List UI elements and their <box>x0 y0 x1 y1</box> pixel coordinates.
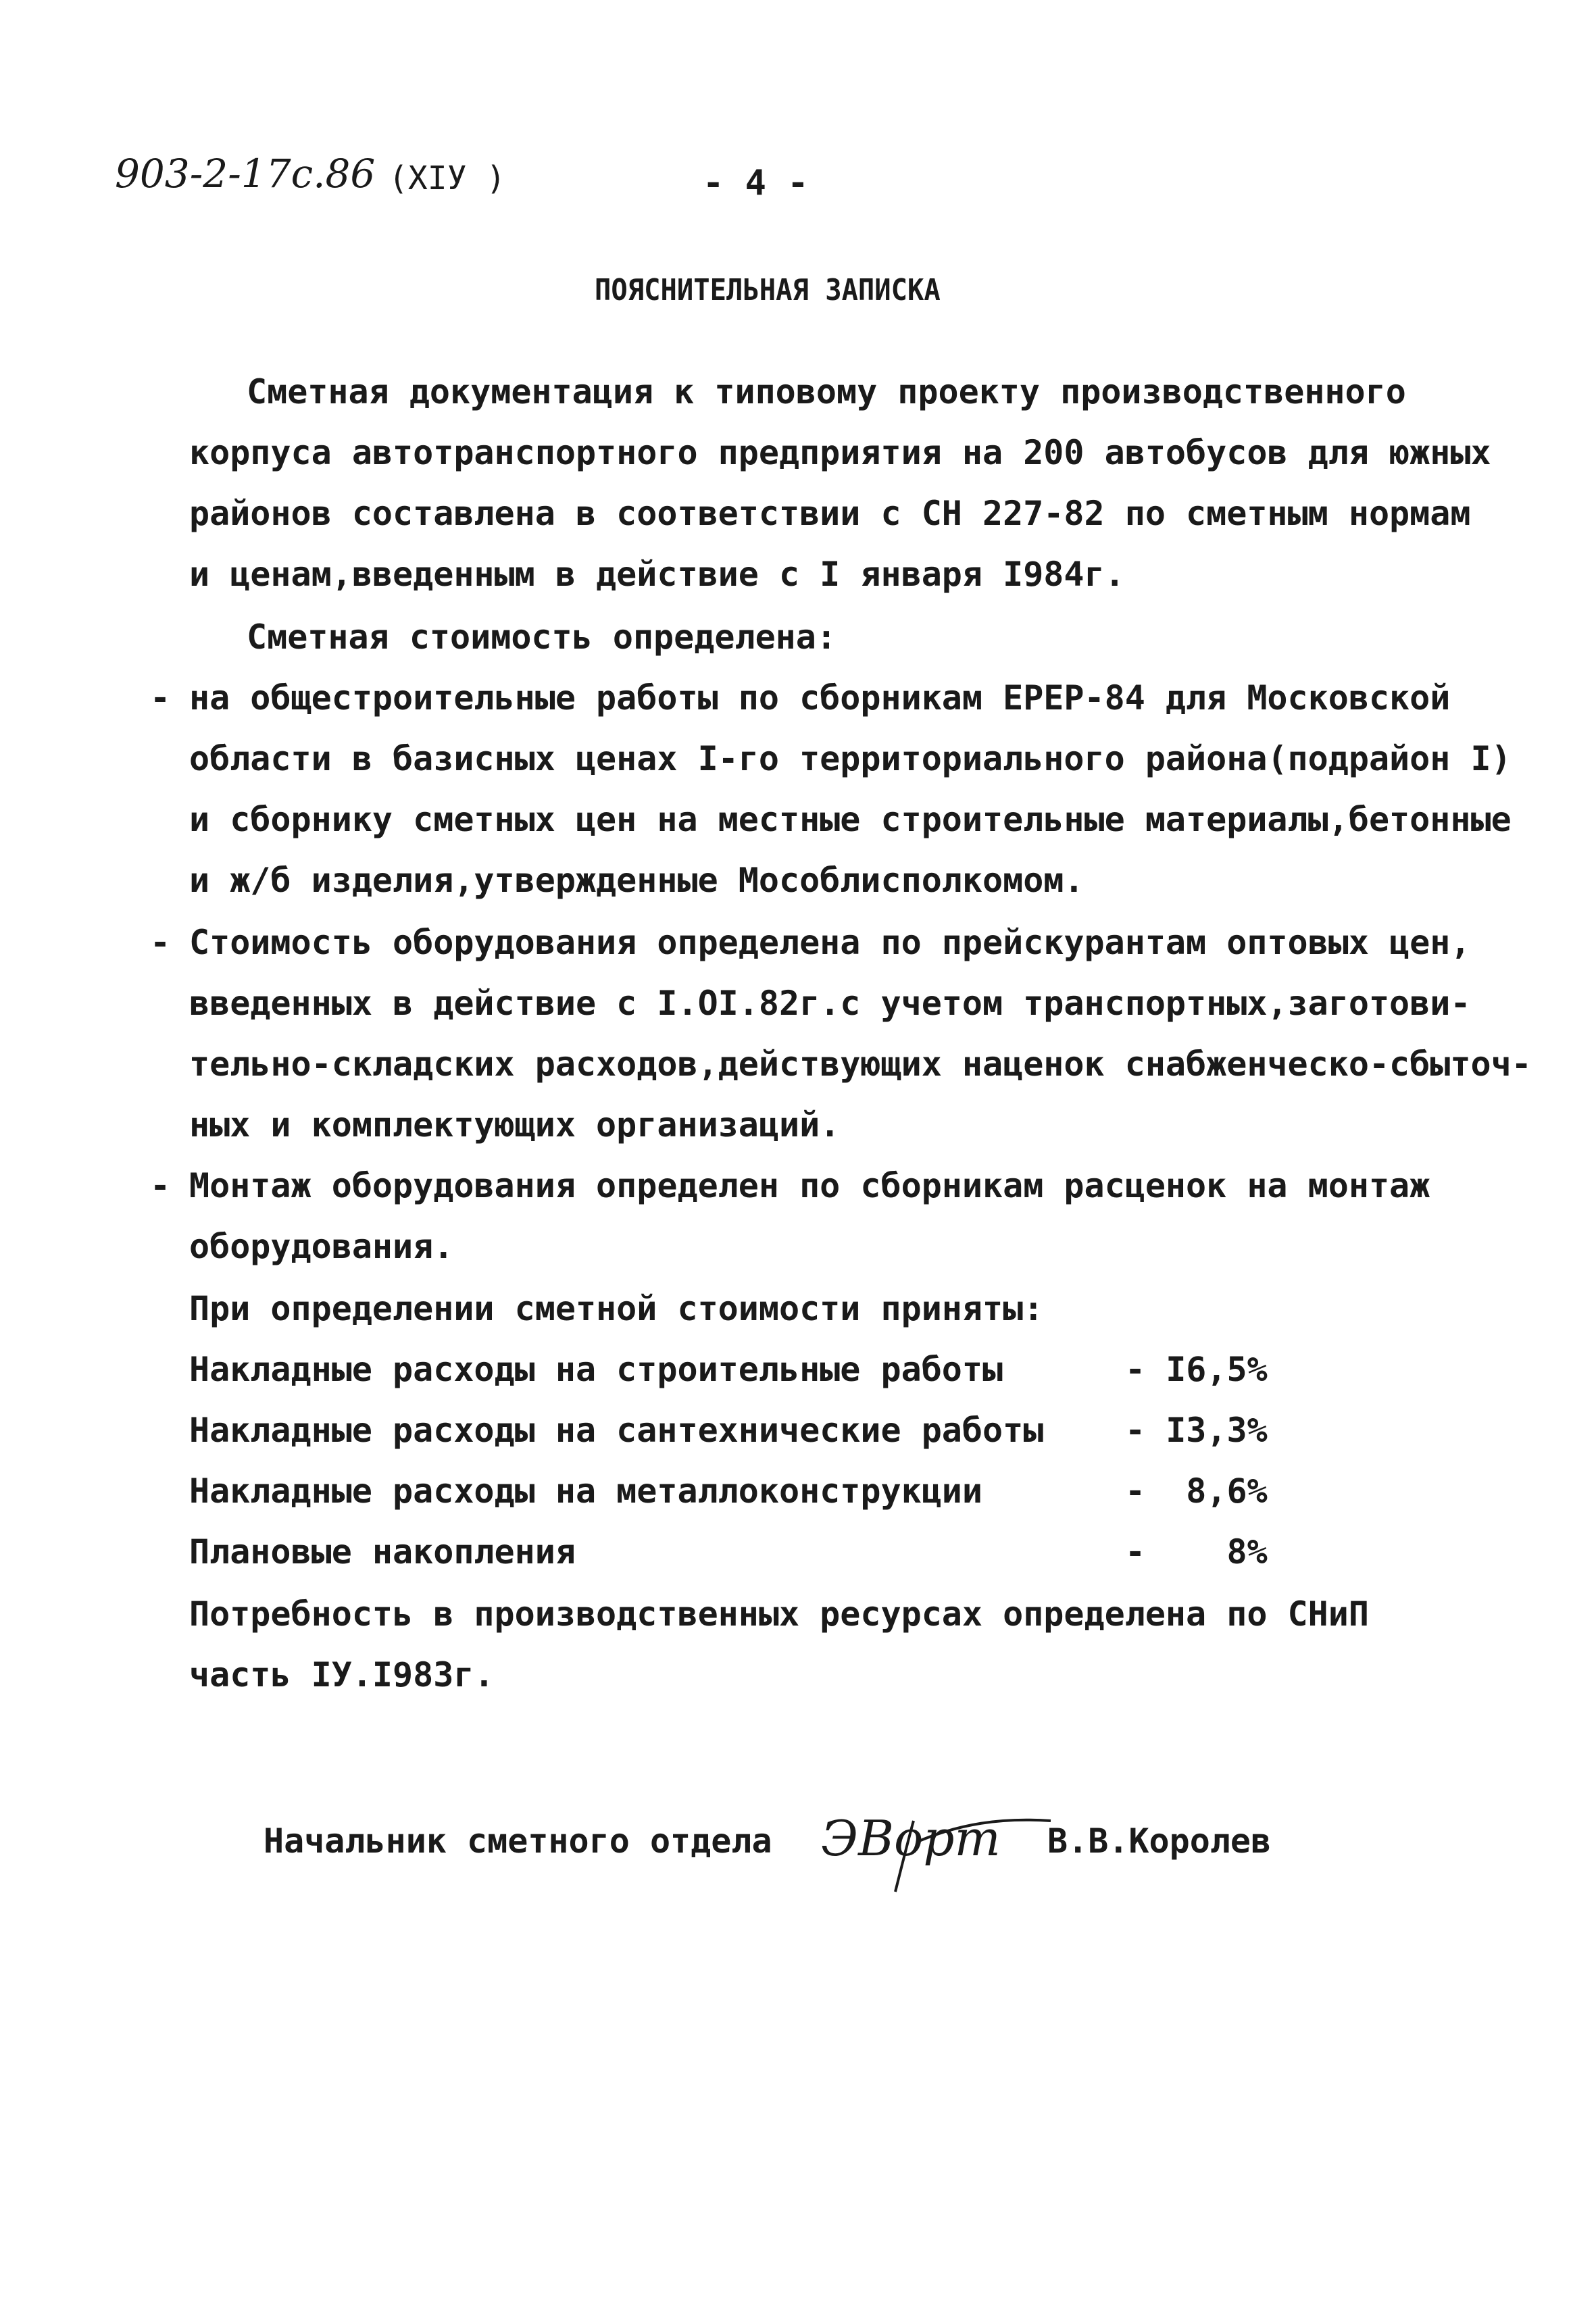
signature-position: Начальник сметного отдела <box>264 1821 772 1861</box>
bullet-line: и сборнику сметных цен на местные строительные материалы,бетонные <box>189 800 1512 839</box>
intro-line: корпуса автотранспортного предприятия на 200 автобусов для южных <box>189 433 1491 472</box>
resources-line: часть IУ.I983г. <box>189 1655 495 1694</box>
bullet-line: ных и комплектующих организаций. <box>189 1105 841 1145</box>
handwritten-signature: ЭВорт <box>821 1810 1001 1867</box>
bullet-line: Стоимость оборудования определена по прейскурантам оптовых цен, <box>189 923 1471 962</box>
accepted-heading: При определении сметной стоимости приняты: <box>189 1289 1044 1328</box>
bullet-line: на общестроительные работы по сборникам ЕРЕР-84 для Московской <box>189 678 1451 718</box>
bullet-dash: - <box>150 678 171 718</box>
rate-label: Накладные расходы на строительные работы <box>189 1350 1003 1389</box>
intro-line: районов составлена в соответствии с СН 227-82 по сметным нормам <box>189 494 1471 533</box>
page-title: ПОЯСНИТЕЛЬНАЯ ЗАПИСКА <box>595 273 941 307</box>
bullet-dash: - <box>150 923 171 962</box>
bullet-line: области в базисных ценах I-го территориального района(подрайон I) <box>189 739 1512 778</box>
resources-line: Потребность в производственных ресурсах определена по СНиП <box>189 1594 1369 1634</box>
signer-name: В.В.Королев <box>1047 1821 1272 1861</box>
rate-value: - I6,5% <box>1125 1350 1268 1389</box>
intro-line: и ценам,введенным в действие с I января I984г. <box>189 555 1125 594</box>
bullet-dash: - <box>150 1166 171 1205</box>
rate-label: Накладные расходы на металлоконструкции <box>189 1472 982 1511</box>
rate-value: - 8% <box>1125 1532 1268 1571</box>
document-code: 903-2-17с.86 <box>115 151 376 197</box>
bullet-line: тельно-складских расходов,действующих наценок снабженческо-сбыточ- <box>189 1045 1532 1084</box>
rate-label: Накладные расходы на сантехнические работы <box>189 1411 1044 1450</box>
bullet-line: оборудования. <box>189 1227 454 1266</box>
bullet-line: Монтаж оборудования определен по сборникам расценок на монтаж <box>189 1166 1430 1205</box>
album-number: (XIУ ) <box>389 159 506 197</box>
rate-label: Плановые накопления <box>189 1532 576 1571</box>
page-number: - 4 - <box>703 163 809 203</box>
cost-heading: Сметная стоимость определена: <box>247 618 837 657</box>
rate-value: - 8,6% <box>1125 1472 1268 1511</box>
rate-value: - I3,3% <box>1125 1411 1268 1450</box>
bullet-line: и ж/б изделия,утвержденные Мособлисполкомом. <box>189 861 1084 900</box>
intro-line: Сметная документация к типовому проекту производственного <box>247 372 1406 411</box>
bullet-line: введенных в действие с I.OI.82г.с учетом транспортных,заготови- <box>189 984 1471 1023</box>
